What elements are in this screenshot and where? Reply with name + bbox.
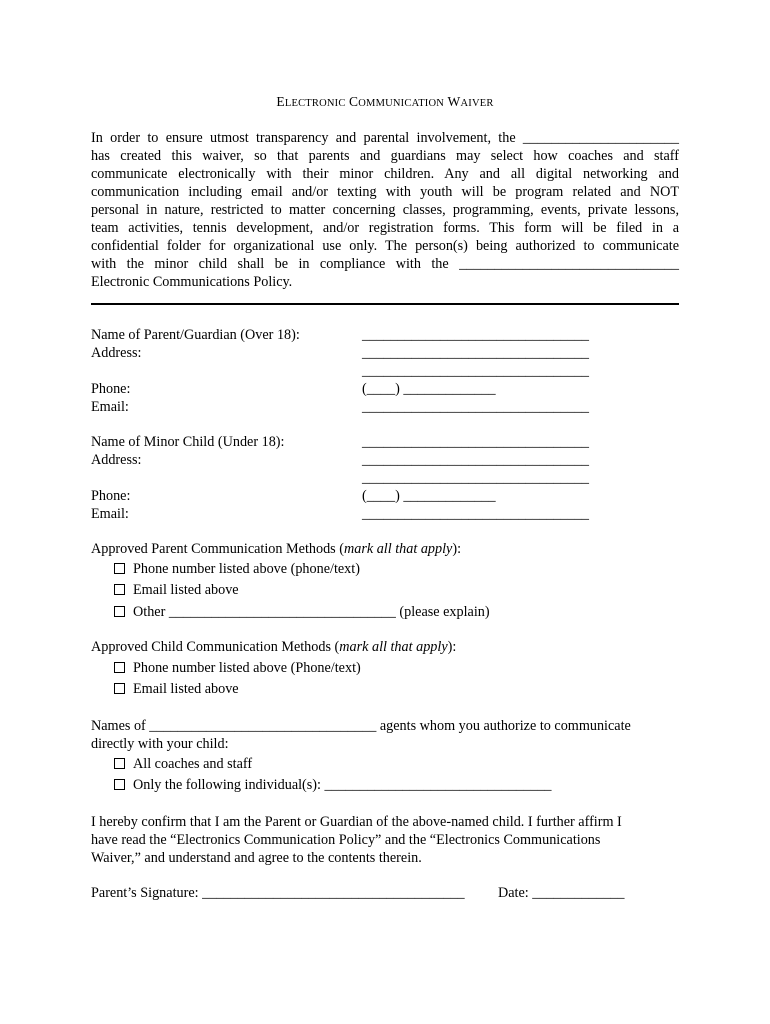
- parent-method-phone[interactable]: Phone number listed above (phone/text): [114, 560, 360, 578]
- intro-line: In order to ensure utmost transparency and parental involvement, the ______________________: [91, 130, 679, 146]
- agents-line-2: directly with your child:: [91, 736, 229, 752]
- intro-line: Electronic Communications Policy.: [91, 274, 293, 290]
- checkbox[interactable]: [114, 606, 125, 617]
- parent-address-label: Address:: [91, 345, 142, 361]
- checkbox[interactable]: [114, 779, 125, 790]
- child-address-field-1[interactable]: ________________________________: [362, 452, 589, 468]
- child-method-phone[interactable]: Phone number listed above (Phone/text): [114, 659, 361, 677]
- parent-phone-label: Phone:: [91, 381, 131, 397]
- child-name-field[interactable]: ________________________________: [362, 434, 589, 450]
- intro-line: with the minor child shall be in compliance with the _______________________________: [91, 256, 679, 272]
- intro-line: communication including email and/or texting with youth will be program related and NOT: [91, 184, 679, 200]
- intro-line: communicate electronically with their minor children. Any and all digital networking and: [91, 166, 679, 182]
- child-methods-heading: Approved Child Communication Methods (mark all that apply):: [91, 639, 457, 655]
- parent-phone-field[interactable]: (____) _____________: [362, 381, 496, 397]
- intro-line: confidential folder for organizational use only. The person(s) being authorized to communicate: [91, 238, 679, 254]
- child-email-label: Email:: [91, 506, 129, 522]
- parent-address-field-1[interactable]: ________________________________: [362, 345, 589, 361]
- parent-address-field-2[interactable]: ________________________________: [362, 363, 589, 379]
- parent-methods-heading: Approved Parent Communication Methods (mark all that apply):: [91, 541, 462, 557]
- parent-method-other[interactable]: Other ________________________________ (please explain): [114, 603, 490, 621]
- checkbox[interactable]: [114, 662, 125, 673]
- agent-all-coaches[interactable]: All coaches and staff: [114, 755, 252, 773]
- confirm-line-3: Waiver,” and understand and agree to the contents therein.: [91, 850, 422, 866]
- child-email-field[interactable]: ________________________________: [362, 506, 589, 522]
- checkbox[interactable]: [114, 683, 125, 694]
- child-method-email[interactable]: Email listed above: [114, 680, 239, 698]
- child-name-label: Name of Minor Child (Under 18):: [91, 434, 285, 450]
- child-address-field-2[interactable]: ________________________________: [362, 470, 589, 486]
- confirm-line-1: I hereby confirm that I am the Parent or Guardian of the above-named child. I further affirm I: [91, 814, 622, 830]
- child-phone-label: Phone:: [91, 488, 131, 504]
- intro-line: team activities, tennis development, and/or registration forms. This form will be filed in a: [91, 220, 679, 236]
- parent-method-email[interactable]: Email listed above: [114, 581, 239, 599]
- checkbox[interactable]: [114, 563, 125, 574]
- intro-line: has created this waiver, so that parents and guardians may select how coaches and staff: [91, 148, 679, 164]
- agents-line-1: Names of ________________________________ agents whom you authorize to communicate: [91, 718, 631, 734]
- checkbox[interactable]: [114, 758, 125, 769]
- parent-email-label: Email:: [91, 399, 129, 415]
- parent-name-field[interactable]: ________________________________: [362, 327, 589, 343]
- child-phone-field[interactable]: (____) _____________: [362, 488, 496, 504]
- intro-line: personal in nature, restricted to matter concerning classes, programming, events, private lessons,: [91, 202, 679, 218]
- intro-paragraph: [91, 129, 679, 291]
- checkbox[interactable]: [114, 584, 125, 595]
- date-field[interactable]: Date: _____________: [498, 885, 625, 901]
- signature-field[interactable]: Parent’s Signature: _____________________________________: [91, 885, 465, 901]
- parent-name-label: Name of Parent/Guardian (Over 18):: [91, 327, 300, 343]
- page-title: ELECTRONIC COMMUNICATION WAIVER: [276, 94, 494, 109]
- section-divider: [91, 303, 679, 305]
- parent-email-field[interactable]: ________________________________: [362, 399, 589, 415]
- confirm-line-2: have read the “Electronics Communication Policy” and the “Electronics Communications: [91, 832, 601, 848]
- agent-specific-individuals[interactable]: Only the following individual(s): ________________________________: [114, 776, 552, 794]
- child-address-label: Address:: [91, 452, 142, 468]
